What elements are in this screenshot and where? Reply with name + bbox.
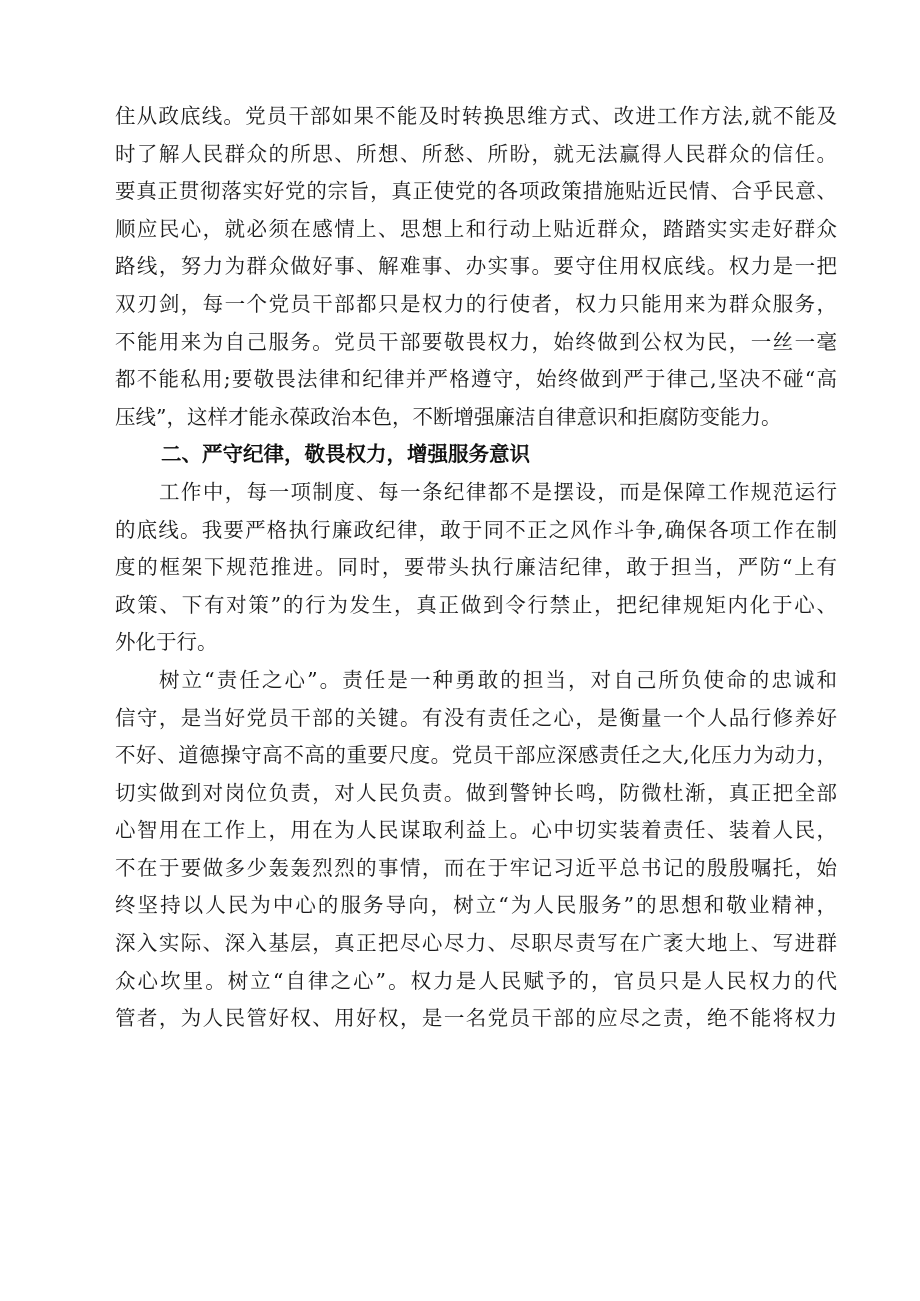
text-line: 政策、下有对策”的行为发生，真正做到令行禁止，把纪律规矩内化于心、	[115, 592, 837, 617]
text-line: 众心坎里。树立“自律之心”。权力是人民赋予的，官员只是人民权力的代	[115, 968, 837, 993]
text-line: 终坚持以人民为中心的服务导向，树立“为人民服务”的思想和敬业精神，	[115, 893, 837, 918]
text-line: 住从政底线。党员干部如果不能及时转换思维方式、改进工作方法,就不能及	[115, 104, 837, 128]
text-line: 树立“责任之心”。责任是一种勇敢的担当，对自己所负使命的忠诚和	[159, 667, 837, 692]
text-line: 心智用在工作上，用在为人民谋取利益上。心中切实装着责任、装着人民，	[115, 818, 837, 843]
text-line: 的底线。我要严格执行廉政纪律，敢于同不正之风作斗争,确保各项工作在制	[115, 517, 837, 542]
text-line: 不能用来为自己服务。党员干部要敬畏权力，始终做到公权为民，一丝一毫	[115, 329, 837, 354]
text-line: 度的框架下规范推进。同时，要带头执行廉洁纪律，敢于担当，严防“上有	[115, 555, 837, 580]
text-line: 顺应民心，就必须在感情上、思想上和行动上贴近群众，踏踏实实走好群众	[115, 216, 837, 241]
text-line: 路线，努力为群众做好事、解难事、办实事。要守住用权底线。权力是一把	[115, 254, 837, 279]
text-line: 工作中，每一项制度、每一条纪律都不是摆设，而是保障工作规范运行	[159, 479, 837, 504]
text-line: 外化于行。	[115, 630, 218, 655]
text-line: 信守，是当好党员干部的关键。有没有责任之心，是衡量一个人品行修养好	[115, 705, 837, 730]
paragraph-2	[115, 474, 837, 662]
text-line: 都不能私用;要敬畏法律和纪律并严格遵守，始终做到严于律己,坚决不碰“高	[115, 367, 837, 392]
document-body	[115, 98, 837, 1038]
text-line: 不好、道德操守高不高的重要尺度。党员干部应深感责任之大,化压力为动力，	[115, 743, 837, 768]
text-line: 压线”，这样才能永葆政治本色，不断增强廉洁自律意识和拒腐防变能力。	[115, 404, 782, 429]
text-line: 深入实际、深入基层，真正把尽心尽力、尽职尽责写在广袤大地上、写进群	[115, 931, 837, 956]
text-line: 管者，为人民管好权、用好权，是一名党员干部的应尽之责，绝不能将权力	[115, 1006, 837, 1031]
text-line: 双刃剑，每一个党员干部都只是权力的行使者，权力只能用来为群众服务，	[115, 291, 837, 316]
text-line: 要真正贯彻落实好党的宗旨，真正使党的各项政策措施贴近民情、合乎民意、	[115, 179, 837, 204]
text-line: 切实做到对岗位负责，对人民负责。做到警钟长鸣，防微杜渐，真正把全部	[115, 780, 837, 805]
paragraph-1	[115, 98, 837, 436]
text-line: 不在于要做多少轰轰烈烈的事情，而在于牢记习近平总书记的殷殷嘱托，始	[115, 855, 837, 880]
section-heading: 二、严守纪律，敬畏权力，增强服务意识	[161, 442, 530, 467]
text-line: 时了解人民群众的所思、所想、所愁、所盼，就无法赢得人民群众的信任。	[115, 141, 837, 166]
paragraph-3	[115, 662, 837, 1038]
